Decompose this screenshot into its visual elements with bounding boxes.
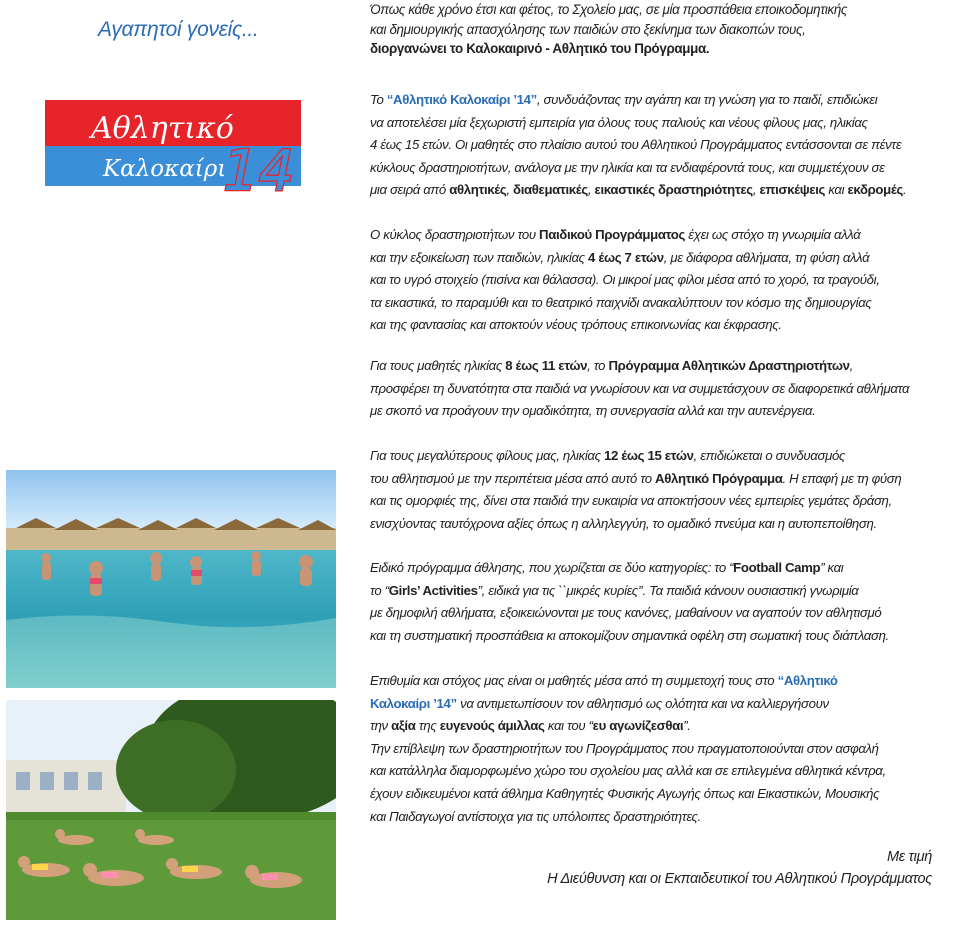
greeting-heading: Αγαπητοί γονείς...	[98, 18, 259, 41]
signature: Με τιμή Η Διεύθυνση και οι Εκπαιδευτικοί του Αθλητικού Προγράμματος	[547, 849, 932, 887]
children-program-paragraph: Ο κύκλος δραστηριοτήτων του Παιδικού Προγράμματος έχει ως στόχο τη γνωριμία αλλά και την εξοικείωση των παιδιών, ηλικίας 4 έως 7 ετών, με διάφορα αθλήματα, τη φύση αλλά και το υγρό στοιχείο (πισίνα και θάλασσα). Οι μικροί μας φίλοι μέσα από το χορό, τα τραγούδι, τα εικαστικά, το παραμύθι και το θεατρικό παιχνίδι ανακαλύπτουν τον κόσμο της δημιουργίας και της φαντασίας και αποκτούν νέους τρόπους επικοινωνίας και έκφρασης.	[370, 227, 880, 333]
logo-line1: Αθλητικό	[91, 111, 234, 146]
ages-12-15-paragraph: Για τους μεγαλύτερους φίλους μας, ηλικίας 12 έως 15 ετών, επιδιώκεται ο συνδυασμός του αθλητισμού με την περιπέτεια μέσα από αυτό το Αθλητικό Πρόγραμμα. Η επαφή με τη φύση και τις ομορφιές της, δίνει στα παιδιά την ευκαιρία να αποκτήσουν νέες εμπειρίες γεμάτες δράση, ενισχύοντας ταυτόχρονα αξίες όπως η αλληλεγγύη, το ομαδικό πνεύμα και η αυτοπεποίθηση.	[370, 448, 902, 531]
program-title: “Αθλητικό Καλοκαίρι ’14”	[386, 92, 537, 107]
intro-line: Όπως κάθε χρόνο έτσι και φέτος, το Σχολείο μας, σε μία προσπάθεια εποικοδομητικής	[370, 2, 848, 17]
logo-year: 14	[223, 139, 295, 192]
intro-line: και δημιουργικής απασχόλησης των παιδιών στο ξεκίνημα των διακοπών τους,	[370, 21, 806, 37]
field-photo	[6, 700, 336, 920]
athletic-summer-logo	[45, 100, 301, 192]
special-program-paragraph: Ειδικό πρόγραμμα άθλησης, που χωρίζεται σε δύο κατηγορίες: το “Football Camp” και το “Girls’ Activities”, ειδικά για τις ``μικρές κυρίες’’. Τα παιδιά κάνουν ουσιαστική γνωριμία με δημοφιλή αθλήματα, εξοικειώνονται με τους κανόνες, μαθαίνουν να αγαπούν τον αθλητισμό και τη συστηματική προσπάθεια κι αποκομίζουν σημαντικά οφέλη στη σωματική τους διάπλαση.	[370, 560, 889, 643]
ages-8-11-paragraph: Για τους μαθητές ηλικίας 8 έως 11 ετών, το Πρόγραμμα Αθλητικών Δραστηριοτήτων, προσφέρει τη δυνατότητα στα παιδιά να γνωρίσουν και να συμμετάσχουν σε διαφορετικά αθλήματα με σκοπό να προάγουν την ομαδικότητα, τη συνεργασία αλλά και την αυτενέργεια.	[370, 358, 910, 419]
intro-line: διοργανώνει το Καλοκαιρινό - Αθλητικό του Πρόγραμμα.	[370, 41, 710, 56]
program-overview-paragraph: Το “Αθλητικό Καλοκαίρι ’14”, συνδυάζοντας την αγάπη και τη γνώση για το παιδί, επιδιώκει να αποτελέσει μία ξεχωριστή εμπειρία για όλους τους παλιούς και νέους φίλους μας, ηλικίας 4 έως 15 ετών. Οι μαθητές στο πλαίσιο αυτού του Αθλητικού Προγράμματος εντάσσονται σε πέντε κύκλους δραστηριοτήτων, ανάλογα με την ηλικία και τα ενδιαφέροντά τους, και συμμετέχουν σε μια σειρά από αθλητικές, διαθεματικές, εικαστικές δραστηριότητες, επισκέψεις και εκδρομές.	[370, 92, 907, 198]
intro-paragraph	[370, 0, 960, 59]
beach-photo	[6, 470, 336, 688]
goals-paragraph: Επιθυμία και στόχος μας είναι οι μαθητές μέσα από τη συμμετοχή τους στο “Αθλητικό Καλοκαίρι ’14” να αντιμετωπίσουν τον αθλητισμό ως ολότητα και να καλλιεργήσουν την αξία της ευγενούς άμιλλας και του “ευ αγωνίζεσθαι”. Την επίβλεψη των δραστηριοτήτων του Προγράμματος που πραγματοποιούνται στον ασφαλή και κατάλληλα διαμορφωμένο χώρο του σχολείου μας αλλά και σε επιλεγμένα αθλητικά κέντρα, έχουν ειδικευμένοι κατά άθλημα Καθηγητές Φυσικής Αγωγής όπως και Εικαστικών, Μουσικής και Παιδαγωγοί αντίστοιχα για τις υπόλοιπες δραστηριότητες.	[370, 673, 886, 824]
logo-line2: Καλοκαίρι	[103, 156, 227, 182]
